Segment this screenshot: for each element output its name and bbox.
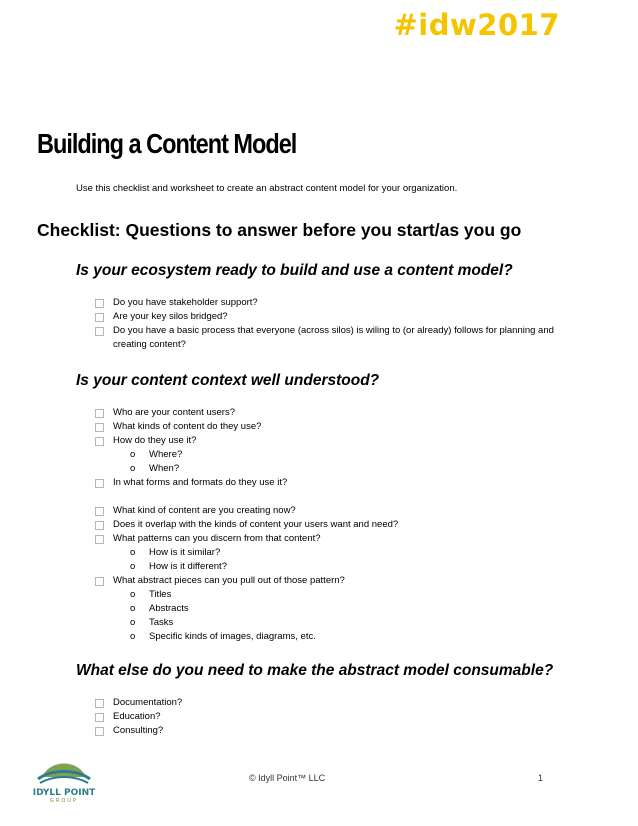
circle-bullet-icon: o bbox=[130, 463, 136, 474]
logo-wordmark: IDYLL POINT bbox=[32, 788, 96, 798]
event-hashtag: #idw2017 bbox=[393, 8, 560, 42]
page-title: Building a Content Model bbox=[37, 128, 297, 159]
section-context bbox=[76, 372, 556, 644]
checkbox-icon[interactable] bbox=[95, 479, 104, 488]
checklist-item: What kind of content are you creating now? bbox=[76, 504, 556, 518]
checkbox-icon[interactable] bbox=[95, 409, 104, 418]
checklist-item: Do you have stakeholder support? bbox=[76, 296, 556, 310]
checklist-item: How do they use it? o Where? o When? bbox=[76, 434, 556, 476]
page-number: 1 bbox=[538, 773, 544, 783]
intro-text: Use this checklist and worksheet to create an abstract content model for your organization. bbox=[76, 183, 458, 194]
checklist-item: Education? bbox=[76, 710, 556, 724]
checkbox-icon[interactable] bbox=[95, 521, 104, 530]
sub-item: o Specific kinds of images, diagrams, etc. bbox=[130, 631, 316, 642]
logo-subtext: GROUP bbox=[50, 798, 78, 803]
section-heading: What else do you need to make the abstract model consumable? bbox=[76, 662, 554, 679]
checklist-item: Consulting? bbox=[76, 724, 556, 738]
circle-bullet-icon: o bbox=[130, 561, 136, 572]
section-ecosystem bbox=[76, 262, 556, 352]
circle-bullet-icon: o bbox=[130, 589, 136, 600]
checkbox-icon[interactable] bbox=[95, 535, 104, 544]
checkbox-icon[interactable] bbox=[95, 327, 104, 336]
section-consumable bbox=[76, 662, 556, 738]
sub-list bbox=[113, 546, 556, 574]
checkbox-icon[interactable] bbox=[95, 299, 104, 308]
idyll-point-logo bbox=[28, 755, 100, 803]
circle-bullet-icon: o bbox=[130, 631, 136, 642]
sub-item: o Titles bbox=[130, 589, 172, 600]
checklist-item: What kinds of content do they use? bbox=[76, 420, 556, 434]
checklist-item: Do you have a basic process that everyone (across silos) is wiling to (or already) follows for planning and creating content? bbox=[76, 324, 556, 352]
checkbox-icon[interactable] bbox=[95, 699, 104, 708]
sub-item: o Where? bbox=[130, 449, 183, 460]
checkbox-icon[interactable] bbox=[95, 713, 104, 722]
checklist bbox=[76, 406, 556, 644]
checklist-item: Who are your content users? bbox=[76, 406, 556, 420]
checkbox-icon[interactable] bbox=[95, 423, 104, 432]
checklist-item: Are your key silos bridged? bbox=[76, 310, 556, 324]
checklist-item: Documentation? bbox=[76, 696, 556, 710]
checkbox-icon[interactable] bbox=[95, 313, 104, 322]
circle-bullet-icon: o bbox=[130, 547, 136, 558]
checklist-item: In what forms and formats do they use it? bbox=[76, 476, 556, 490]
footer-copyright: © Idyll Point™ LLC bbox=[249, 773, 326, 783]
sub-item: o How is it different? bbox=[130, 561, 227, 572]
checklist bbox=[76, 696, 556, 738]
circle-bullet-icon: o bbox=[130, 617, 136, 628]
checklist-item: Does it overlap with the kinds of content your users want and need? bbox=[76, 518, 556, 532]
sub-item: o Tasks bbox=[130, 617, 174, 628]
sub-item: o Abstracts bbox=[130, 603, 189, 614]
checkbox-icon[interactable] bbox=[95, 507, 104, 516]
sub-item: o When? bbox=[130, 463, 180, 474]
checkbox-icon[interactable] bbox=[95, 437, 104, 446]
checklist-item: What patterns can you discern from that content? o How is it similar? o How is it different? bbox=[76, 532, 556, 574]
sub-item: o How is it similar? bbox=[130, 547, 221, 558]
section-heading: Is your content context well understood? bbox=[76, 372, 380, 389]
checklist bbox=[76, 296, 556, 352]
sub-list bbox=[113, 448, 556, 476]
checklist-item: What abstract pieces can you pull out of those pattern? o Titles o Abstracts o Tasks o Specific kinds of images, diagrams, etc. bbox=[76, 574, 556, 644]
checkbox-icon[interactable] bbox=[95, 577, 104, 586]
circle-bullet-icon: o bbox=[130, 603, 136, 614]
circle-bullet-icon: o bbox=[130, 449, 136, 460]
section-heading: Is your ecosystem ready to build and use a content model? bbox=[76, 262, 513, 279]
checkbox-icon[interactable] bbox=[95, 727, 104, 736]
sub-list bbox=[113, 588, 556, 644]
checklist-heading: Checklist: Questions to answer before you start/as you go bbox=[37, 220, 522, 240]
